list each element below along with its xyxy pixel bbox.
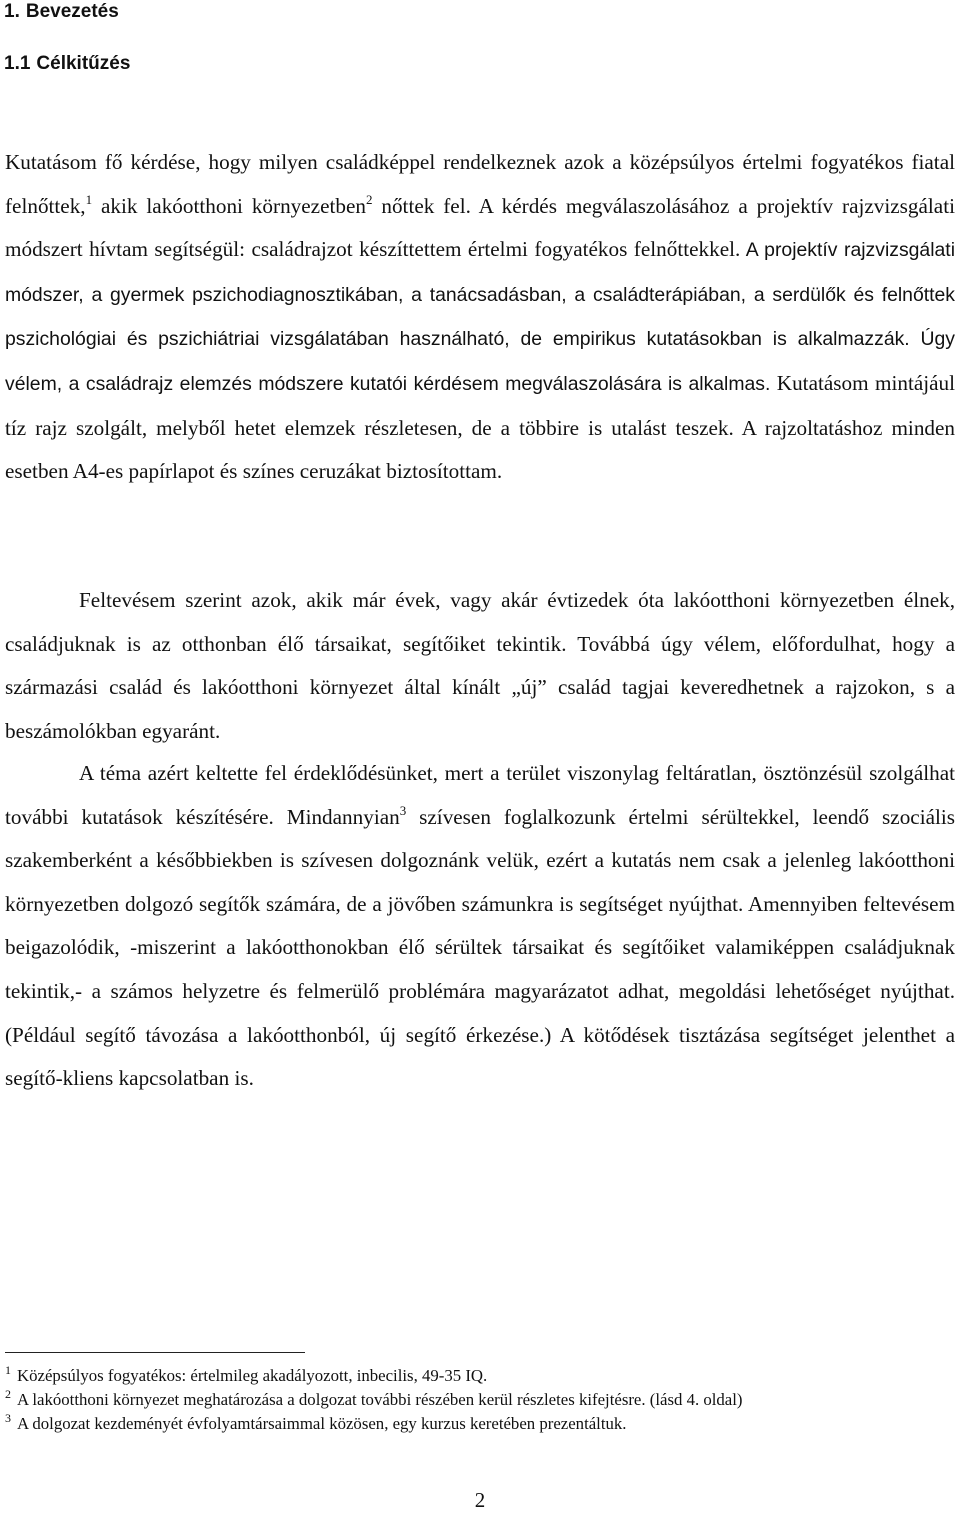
footnote-2 — [5, 1388, 955, 1412]
paragraph-1-text-a: Kutatásom fő kérdése, hogy milyen családképpel rendelkeznek azok a középsúlyos értelmi fogyatékos fiatal felnőttek, — [5, 150, 955, 218]
paragraph-1-text-e: Kutatásom mintájául tíz rajz szolgált, melyből hetet elemzek részletesen, de a többire is utalást teszek. A rajzoltatáshoz minden esetben A4-es papírlapot és színes ceruzákat biztosítottam. — [5, 370, 956, 484]
paragraph-3-text-a: A téma azért keltette fel érdeklődésünket, mert a terület viszonylag feltáratlan, ösztönzésül szolgálhat további kutatások készítésére. Mindannyian — [5, 761, 955, 829]
paragraph-motivation — [5, 752, 955, 1101]
paragraph-3-text-b: szívesen foglalkozunk értelmi sérültekkel, leendő szociális szakemberként a későbbiekben is szívesen dolgoznánk velük, ezért a kutatás nem csak a jelenleg lakóotthoni környezetben dolgozó segítők számára, de a jövőben számunkra is segítséget nyújthat. Amennyiben feltevésem beigazolódik, -miszerint a lakóotthonokban élő sérültek társaikat és segítőiket valamiképpen családjuknak tekintik,- a számos helyzetre és felmerülő problémára magyarázatot adhat, megoldási lehetőséget nyújthat. (Például segítő távozása a lakóotthonból, új segítő érkezése.) A kötődések tisztázása segítséget jelenthet a segítő-kliens kapcsolatban is. — [5, 804, 956, 1091]
chapter-number: 1. — [4, 1, 20, 22]
paragraph-1-text-d: A projektív rajzvizsgálati módszer, a gyermek pszichodiagnosztikában, a tanácsadásban, a családterápiában, a serdülők és felnőttek pszichológiai és pszichiátriai vizsgálatában használható, de empirikus kutatásokban is alkalmazzák. Úgy vélem, a családrajz elemzés módszere kutatói kérdésem megválaszolására is alkalmas. — [5, 239, 955, 395]
chapter-heading — [4, 0, 119, 24]
chapter-title: Bevezetés — [25, 1, 119, 22]
footnote-3 — [5, 1412, 955, 1436]
footnote-separator — [5, 1352, 305, 1353]
footnote-mark: 1 — [5, 1363, 11, 1377]
paragraph-1-text-c: nőttek fel. A kérdés megválaszolásához a projektív rajzvizsgálati módszert hívtam segítségül: családrajzot készíttettem értelmi fogyatékos felnőttekkel. — [5, 193, 955, 262]
footnote-mark: 3 — [5, 1411, 11, 1425]
footnote-mark: 2 — [5, 1387, 11, 1401]
footnote-ref-1: 1 — [85, 191, 93, 207]
section-number: 1.1 — [4, 53, 31, 74]
footnote-ref-2: 2 — [365, 191, 373, 207]
paragraph-2-text: Feltevésem szerint azok, akik már évek, vagy akár évtizedek óta lakóotthoni környezetben élnek, családjuknak is az otthonban élő társaikat, segítőiket tekintik. Továbbá úgy vélem, előfordulhat, hogy a származási család és lakóotthoni környezet által kínált „új” család tagjai keveredhetnek a rajzokon, s a beszámolókban egyaránt. — [5, 588, 955, 743]
section-title: Célkitűzés — [36, 53, 131, 74]
footnote-text: A dolgozat kezdeményét évfolyamtársaimmal közösen, egy kurzus keretében prezentáltuk. — [17, 1414, 627, 1433]
footnote-text: Középsúlyos fogyatékos: értelmileg akadályozott, inbecilis, 49-35 IQ. — [17, 1366, 488, 1385]
footnote-ref-3: 3 — [399, 802, 407, 818]
paragraph-hypothesis — [5, 579, 955, 753]
footnote-1 — [5, 1364, 955, 1388]
paragraph-1-text-b: akik lakóotthoni környezetben — [92, 193, 366, 218]
page-number: 2 — [474, 1488, 486, 1512]
footnote-text: A lakóotthoni környezet meghatározása a dolgozat további részében kerül részletes kifejtésre. (lásd 4. oldal) — [17, 1390, 743, 1409]
paragraph-research-question — [5, 141, 955, 494]
footnotes — [5, 1364, 955, 1436]
section-heading — [4, 52, 130, 76]
